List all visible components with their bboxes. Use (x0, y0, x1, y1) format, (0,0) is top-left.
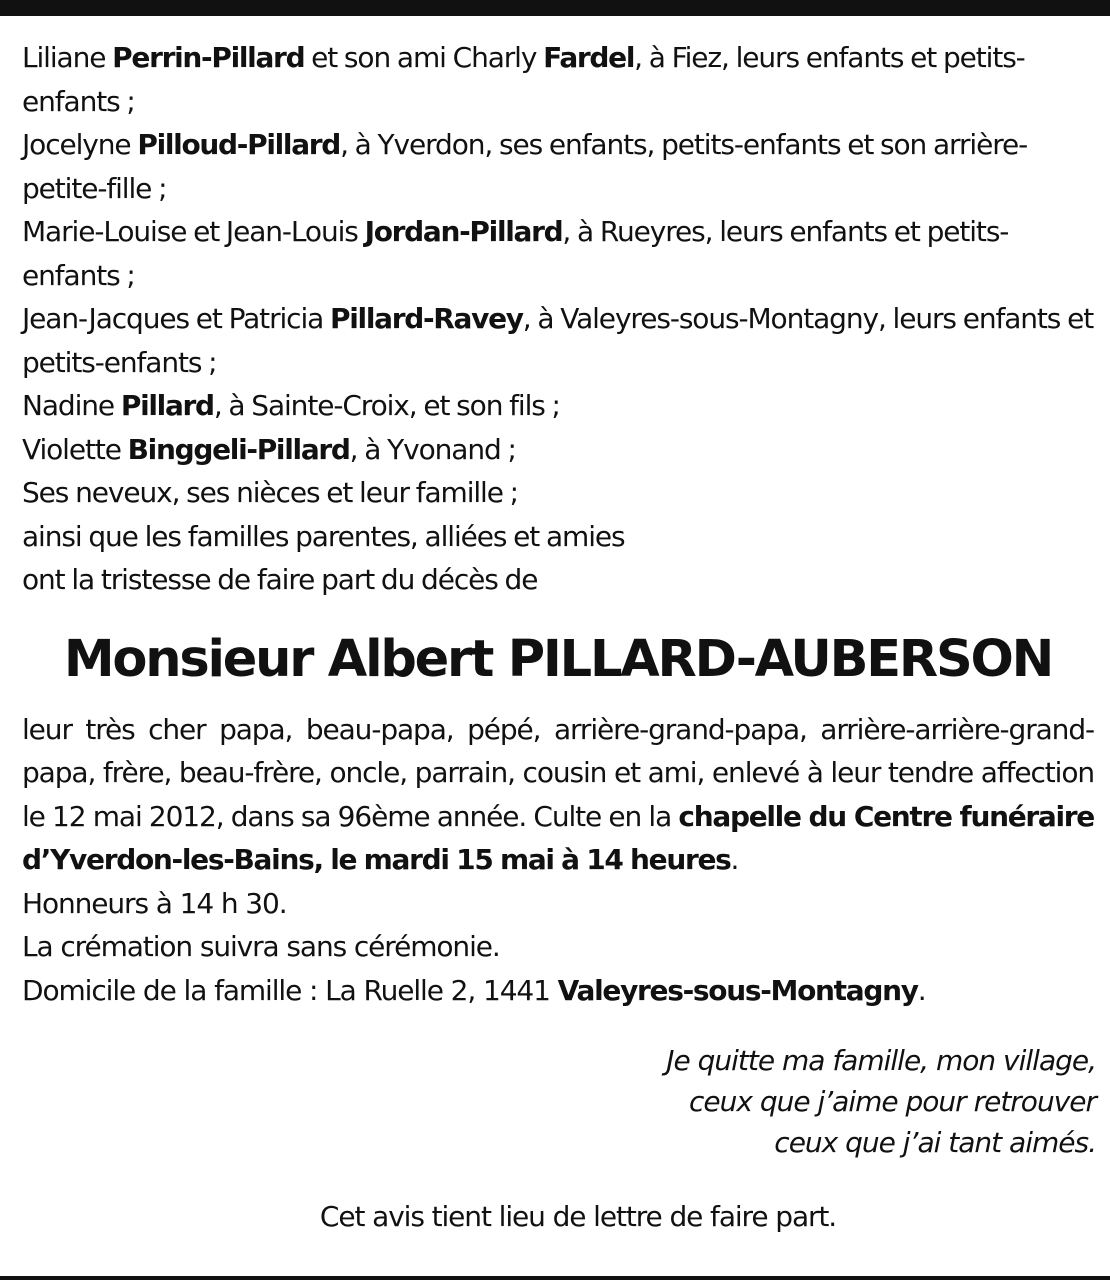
family-entry-name: Pillard (120, 389, 214, 422)
top-rule (0, 0, 1110, 16)
bottom-rule (0, 1276, 1110, 1280)
family-entry-prefix: Violette (22, 432, 128, 466)
families-line: ainsi que les familles parentes, alliées et amies (22, 519, 625, 553)
domicile-line (22, 969, 1094, 1013)
family-entry-name: Fardel (543, 41, 635, 74)
family-entry-suffix: , à Sainte-Croix, et son fils ; (213, 389, 560, 422)
family-entry-suffix: , à Rueyres, leurs enfants et petits-enfants ; (22, 215, 1009, 292)
family-entry (22, 297, 1094, 384)
domicile-suffix: . (917, 973, 926, 1007)
service-details: chapelle du Centre funéraire d’Yverdon-les-Bains, le mardi 15 mai à 14 heures (22, 799, 1094, 876)
family-entry-name: Perrin-Pillard (112, 41, 305, 74)
poem-line: Je quitte ma famille, mon village, (666, 1044, 1096, 1077)
poem-line: ceux que j’aime pour retrouver (689, 1085, 1096, 1118)
service-suffix: . (730, 843, 739, 876)
family-entry-suffix: , à Yvonand ; (349, 432, 516, 466)
notice-body (22, 708, 1094, 1013)
family-entry-middle: et son ami Charly (304, 41, 544, 74)
death-notice (22, 36, 1094, 1237)
family-list (22, 36, 1094, 602)
domicile-prefix: Domicile de la famille : La Ruelle 2, 1441 (22, 973, 558, 1007)
family-entry-name: Pillard-Ravey (330, 302, 523, 335)
family-entry-prefix: Marie-Louise et Jean-Louis (22, 215, 365, 248)
description-paragraph (22, 708, 1094, 882)
family-entry (22, 428, 1094, 472)
family-entry-suffix: , à Yverdon, ses enfants, petits-enfants et son arrière-petite-fille ; (22, 128, 1028, 205)
poem-line: ceux que j’ai tant aimés. (774, 1126, 1096, 1159)
family-entry-prefix: Jean-Jacques et Patricia (22, 302, 330, 335)
announce-line: ont la tristesse de faire part du décès de (22, 563, 538, 596)
relatives-line: Ses neveux, ses nièces et leur famille ; (22, 476, 518, 509)
domicile-place: Valeyres-sous-Montagny (557, 973, 918, 1007)
service-prefix: Culte en la (533, 799, 679, 833)
family-entry-suffix: , à Fiez, leurs enfants et petits-enfants ; (22, 41, 1025, 118)
honours-line: Honneurs à 14 h 30. (22, 886, 287, 920)
footer-note: Cet avis tient lieu de lettre de faire part. (319, 1200, 837, 1233)
poem (22, 1040, 1096, 1163)
family-entry-suffix: , à Valeyres-sous-Montagny, leurs enfants et petits-enfants ; (22, 302, 1094, 379)
family-entry (22, 123, 1094, 210)
family-entry-prefix: Nadine (22, 389, 121, 422)
family-entry (22, 36, 1094, 123)
description-text: leur très cher papa, beau-papa, pépé, arrière-grand-papa, arrière-arrière-grand-papa, frère, beau-frère, oncle, parrain, cousin et ami, enlevé à leur tendre affection le 12 mai 2012, dans sa 96ème année. (22, 712, 1094, 833)
family-entry-prefix: Liliane (22, 41, 113, 74)
family-entry-name: Binggeli-Pillard (127, 432, 350, 466)
family-entry-name: Pilloud-Pillard (137, 128, 341, 161)
deceased-name: Monsieur Albert PILLARD-AUBERSON (63, 629, 1053, 689)
family-entry (22, 384, 1094, 428)
cremation-line: La crémation suivra sans cérémonie. (22, 930, 500, 963)
family-entry-name: Jordan-Pillard (364, 215, 563, 248)
family-entry-prefix: Jocelyne (22, 128, 138, 161)
family-entry (22, 210, 1094, 297)
